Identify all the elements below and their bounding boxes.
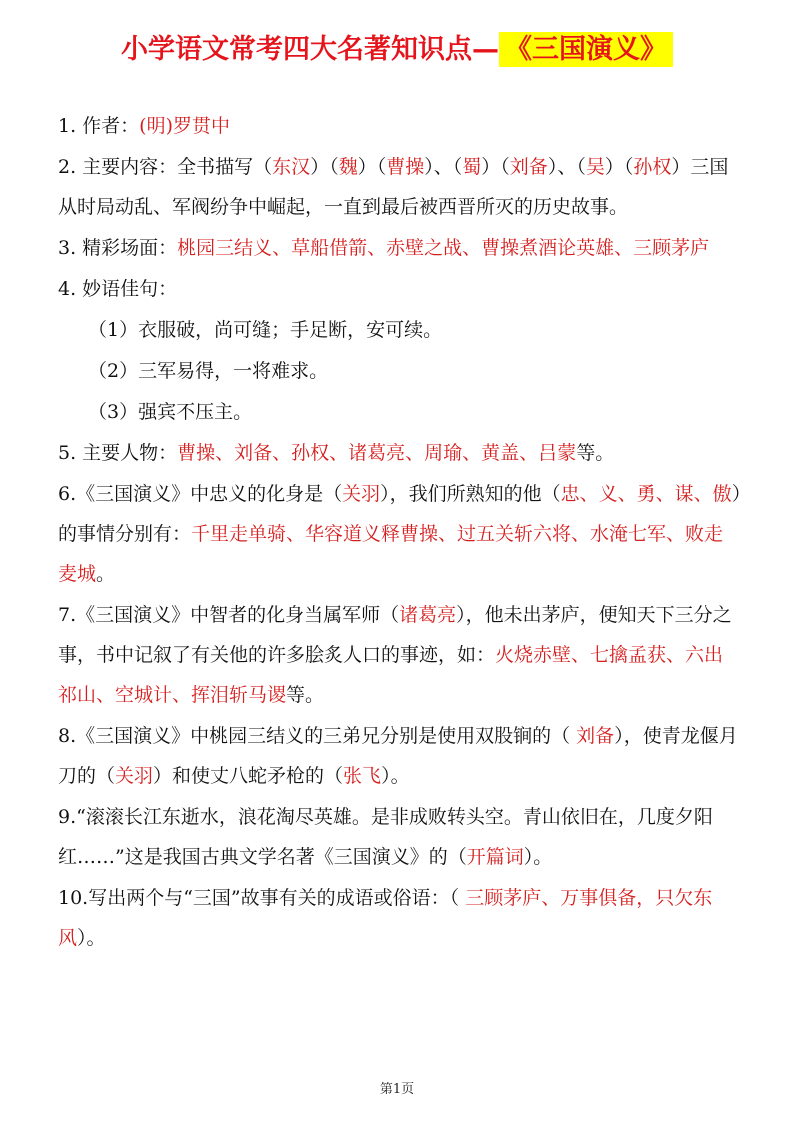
page-number: 第1页 [379,1082,415,1097]
item-9 [58,797,742,877]
item-text: ）三国从时局动乱、军阀纷争中崛起，一直到最后被西晋所灭的历史故事。 [58,156,729,218]
item-text: ），使青龙偃月刀的（ [58,725,738,787]
title-highlight: 《三国演义》 [499,32,673,67]
item-text: 8.《三国演义》中桃园三结义的三弟兄分别是使用双股锏的（ [58,725,577,747]
item-3 [58,228,742,268]
answer-text: 吴 [585,156,605,178]
item-text: 2. 主要内容：全书描写（ [58,156,273,178]
item-text: ）（ [604,156,634,178]
item-text: （3）强宾不压主。 [88,401,253,423]
item-text: ）的事情分别有： [58,483,742,545]
answer-text: 忠、义、勇、谋、傲 [560,483,732,505]
item-8 [58,716,742,796]
item-text: ）（ [310,156,339,178]
item-text: 。 [96,563,116,585]
item-text: ）、（ [547,156,586,178]
item-text: 等。 [576,442,615,464]
item-text: （2）三军易得，一将难求。 [88,360,329,382]
item-4 [58,269,742,309]
item-text: ）。 [77,927,106,949]
answer-text: 三顾茅庐、万事俱备，只欠东风 [58,887,713,949]
answer-text: 曹操 [386,156,425,178]
item-6 [58,474,742,594]
answer-text: 魏 [338,156,358,178]
item-text: 6.《三国演义》中忠义的化身是（ [58,483,343,505]
item-text: 4. 妙语佳句： [58,278,178,300]
answer-text: 关羽 [342,483,381,505]
item-text: 10.写出两个与“三国”故事有关的成语或俗语：（ [58,887,466,909]
item-text: 3. 精彩场面： [58,237,178,259]
title-prefix: 小学语文常考四大名著知识点— [121,34,499,65]
item-text: ）（ [357,156,387,178]
item-1 [58,106,742,146]
item-5 [58,433,742,473]
item-4-2 [58,351,742,391]
item-2 [58,147,742,227]
answer-text: 曹操、刘备、孙权、诸葛亮、周瑜、黄盖、吕蒙 [177,442,577,464]
item-text: 5. 主要人物： [58,442,178,464]
item-text: ）（ [481,156,510,178]
answer-text: 刘备 [576,725,615,747]
item-text: ）。 [381,765,410,787]
answer-text: 刘备 [509,156,548,178]
item-text: 等。 [286,684,325,706]
item-4-1 [58,310,742,350]
answer-text: 火烧赤壁、七擒孟获、六出祁山、空城计、挥泪斩马谡 [58,644,724,706]
item-text: （1）衣服破，尚可缝；手足断，安可续。 [88,319,443,341]
item-7 [58,595,742,715]
answer-text: 桃园三结义、草船借箭、赤壁之战、曹操煮酒论英雄、三顾茅庐 [177,237,710,259]
answer-text: 孙权 [633,156,672,178]
item-text: ），他未出茅庐，便知天下三分之事，书中记叙了有关他的许多脍炙人口的事迹，如： [58,604,732,666]
item-text: ）和使丈八蛇矛枪的（ [153,765,344,787]
item-text: 7.《三国演义》中智者的化身当属军师（ [58,604,400,626]
answer-text: 千里走单骑、华容道义释曹操、过五关斩六将、水淹七军、败走麦城 [58,523,724,585]
item-text: 9.“滚滚长江东逝水，浪花淘尽英雄。是非成败转头空。青山依旧在，几度夕阳红……”这是我国古典文学名著《三国演义》的（ [58,806,713,868]
answer-text: 张飞 [343,765,382,787]
answer-text: 诸葛亮 [399,604,457,626]
item-10 [58,878,742,958]
knowledge-list [58,106,742,959]
answer-text: 蜀 [462,156,482,178]
document-title [0,30,794,70]
item-text: ）、（ [424,156,463,178]
item-4-3 [58,392,742,432]
answer-text: 开篇词 [466,846,524,868]
item-text: ），我们所熟知的他（ [380,483,561,505]
item-text: 1. 作者： [58,115,140,137]
answer-text: 东汉 [272,156,311,178]
answer-text: (明)罗贯中 [139,115,230,137]
item-text: ）。 [523,846,553,868]
answer-text: 关羽 [115,765,154,787]
